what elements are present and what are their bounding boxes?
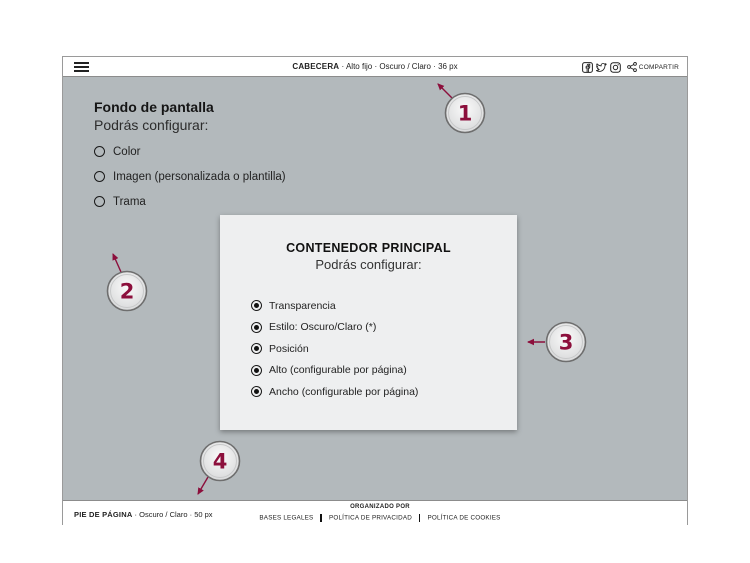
- share-label: COMPARTIR: [638, 63, 679, 71]
- footer-style: Oscuro / Claro: [139, 510, 188, 519]
- callout-arrow-4: [198, 477, 208, 494]
- background-title: Fondo de pantalla: [94, 99, 214, 115]
- callout-badge-2: [108, 272, 147, 311]
- footer-title: PIE DE PÁGINA: [74, 510, 133, 519]
- option-label: Imagen (personalizada o plantilla): [113, 170, 286, 183]
- footer-size: 50 px: [194, 510, 213, 519]
- option-label: Posición: [269, 342, 309, 355]
- callout-number: 3: [558, 330, 574, 355]
- link-legal-terms[interactable]: BASES LEGALES: [259, 514, 314, 522]
- header-separator: ·: [433, 62, 436, 71]
- callout-arrow-2: [113, 254, 121, 272]
- callout-number: 1: [457, 101, 473, 126]
- header-separator: ·: [374, 62, 378, 71]
- callout-badge-4: [201, 442, 240, 481]
- callout-number: 4: [212, 449, 228, 474]
- header-title: CABECERA: [292, 62, 340, 71]
- main-title: CONTENEDOR PRINCIPAL: [286, 241, 451, 255]
- main-subtitle: Podrás configurar:: [315, 257, 422, 272]
- option-label: Alto (configurable por página): [269, 364, 407, 377]
- header-size: 36 px: [438, 62, 458, 71]
- callout-number: 2: [119, 279, 135, 304]
- header-separator: ·: [341, 62, 345, 71]
- option-label: Ancho (configurable por página): [269, 385, 419, 398]
- background-subtitle: Podrás configurar:: [94, 117, 209, 133]
- callout-arrow-1: [438, 84, 453, 99]
- link-privacy-policy[interactable]: POLÍTICA DE PRIVACIDAD: [328, 514, 412, 522]
- callout-badge-3: [547, 323, 586, 362]
- option-label: Transparencia: [269, 299, 336, 312]
- callout-badge-1: [446, 94, 485, 133]
- organized-by-label: ORGANIZADO POR: [350, 504, 410, 510]
- header-style: Oscuro / Claro: [379, 62, 431, 71]
- option-label: Estilo: Oscuro/Claro (*): [269, 321, 377, 334]
- footer-separator: ·: [189, 510, 193, 519]
- header-height-mode: Alto fijo: [345, 62, 373, 71]
- option-label: Trama: [113, 195, 146, 208]
- option-label: Color: [113, 145, 141, 158]
- link-cookie-policy[interactable]: POLÍTICA DE COOKIES: [427, 514, 501, 522]
- footer-separator: ·: [134, 510, 138, 519]
